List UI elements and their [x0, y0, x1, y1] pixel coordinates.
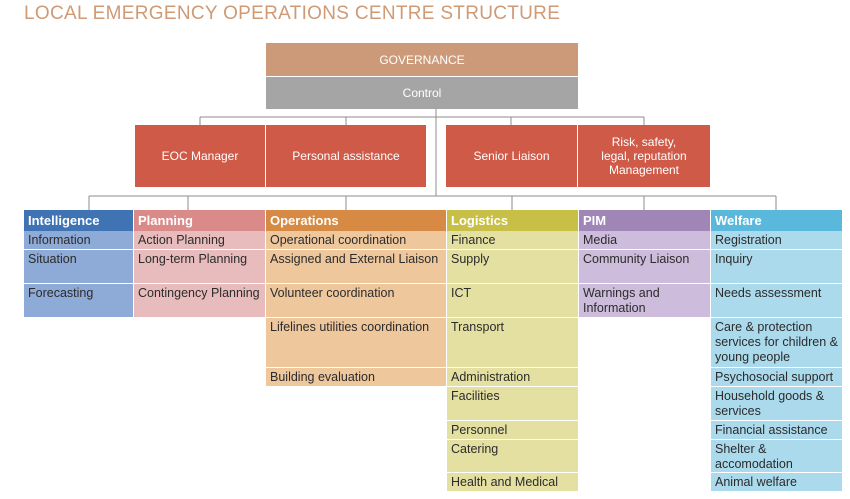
column-header-pim: PIM — [579, 210, 710, 231]
personal-assistance-label: Personal assistance — [292, 149, 400, 163]
function-item: Long-term Planning — [134, 250, 265, 283]
governance-box: GOVERNANCE — [266, 43, 578, 76]
column-planning — [134, 210, 265, 318]
function-item: Health and Medical — [447, 473, 578, 491]
senior-liaison-box — [446, 125, 577, 187]
function-item: Assigned and External Liaison — [266, 250, 446, 283]
function-item: Situation — [24, 250, 133, 283]
function-item: Contingency Planning — [134, 284, 265, 317]
column-header-operations: Operations — [266, 210, 446, 231]
function-item: Operational coordination — [266, 231, 446, 249]
function-item: Information — [24, 231, 133, 249]
column-header-intelligence: Intelligence — [24, 210, 133, 231]
function-item: Shelter & accomodation — [711, 440, 842, 472]
senior-liaison-label: Senior Liaison — [473, 149, 550, 163]
function-item: Animal welfare — [711, 473, 842, 491]
function-item: Administration — [447, 368, 578, 386]
function-item: Transport — [447, 318, 578, 367]
function-item: Household goods & services — [711, 387, 842, 420]
eoc-manager-box — [135, 125, 265, 187]
function-item: Needs assessment — [711, 284, 842, 317]
column-pim — [579, 210, 710, 318]
page-title: LOCAL EMERGENCY OPERATIONS CENTRE STRUCTURE — [24, 3, 561, 24]
column-header-welfare: Welfare — [711, 210, 842, 231]
function-item: Facilities — [447, 387, 578, 420]
column-operations — [266, 210, 446, 387]
column-intelligence — [24, 210, 133, 318]
function-item: Warnings and Information — [579, 284, 710, 317]
column-welfare — [711, 210, 842, 492]
function-item: Action Planning — [134, 231, 265, 249]
function-item: Finance — [447, 231, 578, 249]
function-item: Community Liaison — [579, 250, 710, 283]
function-item: Care & protection services for children & young people — [711, 318, 842, 367]
column-logistics — [447, 210, 578, 492]
function-item: Media — [579, 231, 710, 249]
risk-management-box — [578, 125, 710, 187]
function-item: Inquiry — [711, 250, 842, 283]
function-item: Supply — [447, 250, 578, 283]
function-item: Registration — [711, 231, 842, 249]
function-item: ICT — [447, 284, 578, 317]
function-item: Personnel — [447, 421, 578, 439]
personal-assistance-box — [266, 125, 426, 187]
function-item: Volunteer coordination — [266, 284, 446, 317]
function-item: Financial assistance — [711, 421, 842, 439]
column-header-logistics: Logistics — [447, 210, 578, 231]
column-header-planning: Planning — [134, 210, 265, 231]
function-item: Psychosocial support — [711, 368, 842, 386]
function-item: Forecasting — [24, 284, 133, 317]
function-item: Lifelines utilities coordination — [266, 318, 446, 367]
eoc-manager-label: EOC Manager — [161, 149, 239, 163]
function-item: Catering — [447, 440, 578, 472]
control-box: Control — [266, 77, 578, 109]
risk-management-label: Risk, safety, legal, reputation Management — [601, 135, 687, 177]
function-item: Building evaluation — [266, 368, 446, 386]
